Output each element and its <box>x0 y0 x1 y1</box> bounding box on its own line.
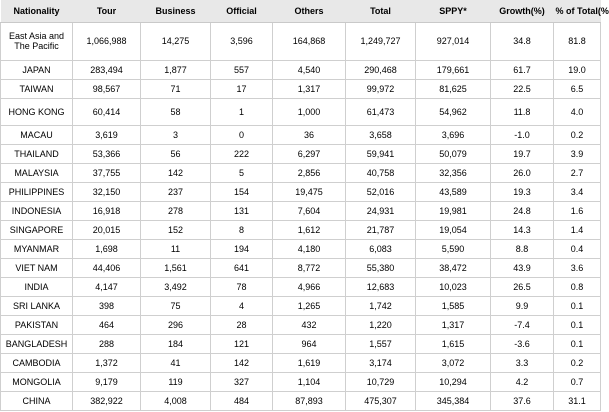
cell-tour: 98,567 <box>73 79 141 98</box>
cell-official: 194 <box>211 239 273 258</box>
cell-nationality: HONG KONG <box>1 98 73 125</box>
table-row <box>1 353 601 372</box>
table-row <box>1 372 601 391</box>
cell-nationality: INDIA <box>1 277 73 296</box>
header-percent-of-total: % of Total(% <box>554 0 601 22</box>
cell-official: 557 <box>211 60 273 79</box>
cell-nationality: MYANMAR <box>1 239 73 258</box>
header-total: Total <box>346 0 416 22</box>
cell-nationality: CAMBODIA <box>1 353 73 372</box>
cell-nationality: East Asia and The Pacific <box>1 22 73 60</box>
cell-percent-of-total: 0.4 <box>554 239 601 258</box>
header-nationality: Nationality <box>1 0 73 22</box>
cell-growth: 19.7 <box>491 144 554 163</box>
cell-tour: 283,494 <box>73 60 141 79</box>
cell-nationality: MONGOLIA <box>1 372 73 391</box>
cell-sppy: 1,585 <box>416 296 491 315</box>
cell-percent-of-total: 31.1 <box>554 391 601 410</box>
cell-others: 1,104 <box>273 372 346 391</box>
cell-nationality: JAPAN <box>1 60 73 79</box>
cell-percent-of-total: 0.2 <box>554 353 601 372</box>
cell-sppy: 345,384 <box>416 391 491 410</box>
cell-business: 4,008 <box>141 391 211 410</box>
cell-official: 142 <box>211 353 273 372</box>
cell-business: 58 <box>141 98 211 125</box>
cell-business: 142 <box>141 163 211 182</box>
header-tour: Tour <box>73 0 141 22</box>
cell-official: 3,596 <box>211 22 273 60</box>
header-business: Business <box>141 0 211 22</box>
cell-tour: 382,922 <box>73 391 141 410</box>
cell-growth: -7.4 <box>491 315 554 334</box>
cell-business: 56 <box>141 144 211 163</box>
cell-total: 99,972 <box>346 79 416 98</box>
cell-others: 36 <box>273 125 346 144</box>
cell-nationality: SRI LANKA <box>1 296 73 315</box>
cell-business: 11 <box>141 239 211 258</box>
table-row <box>1 22 601 60</box>
cell-total: 1,220 <box>346 315 416 334</box>
cell-total: 12,683 <box>346 277 416 296</box>
table-header-row <box>1 0 601 22</box>
cell-business: 14,275 <box>141 22 211 60</box>
cell-official: 222 <box>211 144 273 163</box>
cell-total: 24,931 <box>346 201 416 220</box>
cell-percent-of-total: 1.4 <box>554 220 601 239</box>
cell-total: 3,174 <box>346 353 416 372</box>
cell-nationality: SINGAPORE <box>1 220 73 239</box>
cell-official: 0 <box>211 125 273 144</box>
cell-sppy: 10,023 <box>416 277 491 296</box>
cell-tour: 9,179 <box>73 372 141 391</box>
table-row <box>1 220 601 239</box>
cell-growth: 26.5 <box>491 277 554 296</box>
cell-percent-of-total: 6.5 <box>554 79 601 98</box>
cell-total: 6,083 <box>346 239 416 258</box>
cell-growth: 34.8 <box>491 22 554 60</box>
cell-others: 1,265 <box>273 296 346 315</box>
cell-others: 4,540 <box>273 60 346 79</box>
cell-nationality: MACAU <box>1 125 73 144</box>
cell-growth: 11.8 <box>491 98 554 125</box>
cell-growth: 43.9 <box>491 258 554 277</box>
cell-sppy: 54,962 <box>416 98 491 125</box>
table-row <box>1 144 601 163</box>
cell-percent-of-total: 81.8 <box>554 22 601 60</box>
cell-sppy: 50,079 <box>416 144 491 163</box>
cell-total: 40,758 <box>346 163 416 182</box>
cell-growth: -3.6 <box>491 334 554 353</box>
cell-sppy: 32,356 <box>416 163 491 182</box>
cell-tour: 1,066,988 <box>73 22 141 60</box>
cell-growth: 61.7 <box>491 60 554 79</box>
table-row <box>1 277 601 296</box>
cell-tour: 60,414 <box>73 98 141 125</box>
cell-growth: 22.5 <box>491 79 554 98</box>
cell-nationality: VIET NAM <box>1 258 73 277</box>
cell-tour: 1,698 <box>73 239 141 258</box>
cell-sppy: 3,696 <box>416 125 491 144</box>
table-row <box>1 239 601 258</box>
cell-total: 1,557 <box>346 334 416 353</box>
cell-nationality: INDONESIA <box>1 201 73 220</box>
cell-business: 152 <box>141 220 211 239</box>
cell-others: 8,772 <box>273 258 346 277</box>
cell-total: 61,473 <box>346 98 416 125</box>
cell-official: 78 <box>211 277 273 296</box>
cell-tour: 32,150 <box>73 182 141 201</box>
cell-nationality: CHINA <box>1 391 73 410</box>
cell-official: 484 <box>211 391 273 410</box>
cell-sppy: 43,589 <box>416 182 491 201</box>
table-row <box>1 258 601 277</box>
cell-sppy: 1,615 <box>416 334 491 353</box>
cell-growth: 19.3 <box>491 182 554 201</box>
cell-others: 4,180 <box>273 239 346 258</box>
cell-nationality: TAIWAN <box>1 79 73 98</box>
header-official: Official <box>211 0 273 22</box>
cell-percent-of-total: 1.6 <box>554 201 601 220</box>
cell-nationality: PHILIPPINES <box>1 182 73 201</box>
cell-sppy: 3,072 <box>416 353 491 372</box>
cell-sppy: 19,981 <box>416 201 491 220</box>
cell-percent-of-total: 0.1 <box>554 334 601 353</box>
cell-business: 237 <box>141 182 211 201</box>
cell-total: 3,658 <box>346 125 416 144</box>
cell-total: 55,380 <box>346 258 416 277</box>
cell-official: 28 <box>211 315 273 334</box>
cell-others: 19,475 <box>273 182 346 201</box>
cell-percent-of-total: 0.1 <box>554 315 601 334</box>
table-row <box>1 163 601 182</box>
cell-growth: 4.2 <box>491 372 554 391</box>
cell-growth: -1.0 <box>491 125 554 144</box>
table-row <box>1 315 601 334</box>
cell-percent-of-total: 0.1 <box>554 296 601 315</box>
cell-business: 75 <box>141 296 211 315</box>
cell-business: 119 <box>141 372 211 391</box>
cell-growth: 9.9 <box>491 296 554 315</box>
cell-official: 5 <box>211 163 273 182</box>
table-row <box>1 98 601 125</box>
cell-tour: 37,755 <box>73 163 141 182</box>
cell-others: 1,612 <box>273 220 346 239</box>
cell-others: 164,868 <box>273 22 346 60</box>
cell-nationality: PAKISTAN <box>1 315 73 334</box>
table-row <box>1 182 601 201</box>
cell-sppy: 179,661 <box>416 60 491 79</box>
cell-official: 121 <box>211 334 273 353</box>
cell-others: 1,000 <box>273 98 346 125</box>
header-sppy: SPPY* <box>416 0 491 22</box>
cell-business: 1,877 <box>141 60 211 79</box>
cell-tour: 1,372 <box>73 353 141 372</box>
cell-business: 1,561 <box>141 258 211 277</box>
table-row <box>1 60 601 79</box>
cell-percent-of-total: 3.6 <box>554 258 601 277</box>
header-growth: Growth(%) <box>491 0 554 22</box>
cell-total: 10,729 <box>346 372 416 391</box>
cell-official: 4 <box>211 296 273 315</box>
cell-nationality: MALAYSIA <box>1 163 73 182</box>
cell-others: 432 <box>273 315 346 334</box>
header-others: Others <box>273 0 346 22</box>
table-row <box>1 79 601 98</box>
cell-business: 71 <box>141 79 211 98</box>
table-row <box>1 125 601 144</box>
cell-percent-of-total: 3.4 <box>554 182 601 201</box>
cell-percent-of-total: 4.0 <box>554 98 601 125</box>
cell-sppy: 927,014 <box>416 22 491 60</box>
cell-business: 3,492 <box>141 277 211 296</box>
cell-others: 4,966 <box>273 277 346 296</box>
cell-others: 6,297 <box>273 144 346 163</box>
cell-sppy: 19,054 <box>416 220 491 239</box>
cell-official: 641 <box>211 258 273 277</box>
cell-percent-of-total: 0.8 <box>554 277 601 296</box>
cell-others: 7,604 <box>273 201 346 220</box>
cell-sppy: 81,625 <box>416 79 491 98</box>
cell-tour: 464 <box>73 315 141 334</box>
cell-official: 131 <box>211 201 273 220</box>
cell-others: 964 <box>273 334 346 353</box>
cell-percent-of-total: 0.2 <box>554 125 601 144</box>
cell-nationality: THAILAND <box>1 144 73 163</box>
cell-others: 2,856 <box>273 163 346 182</box>
cell-business: 296 <box>141 315 211 334</box>
cell-others: 1,619 <box>273 353 346 372</box>
table-row <box>1 334 601 353</box>
cell-sppy: 10,294 <box>416 372 491 391</box>
cell-growth: 8.8 <box>491 239 554 258</box>
cell-tour: 398 <box>73 296 141 315</box>
cell-percent-of-total: 0.7 <box>554 372 601 391</box>
table-row <box>1 201 601 220</box>
cell-tour: 44,406 <box>73 258 141 277</box>
cell-percent-of-total: 3.9 <box>554 144 601 163</box>
cell-growth: 3.3 <box>491 353 554 372</box>
cell-official: 8 <box>211 220 273 239</box>
cell-growth: 24.8 <box>491 201 554 220</box>
cell-growth: 37.6 <box>491 391 554 410</box>
cell-nationality: BANGLADESH <box>1 334 73 353</box>
cell-total: 21,787 <box>346 220 416 239</box>
cell-business: 3 <box>141 125 211 144</box>
cell-total: 59,941 <box>346 144 416 163</box>
cell-sppy: 1,317 <box>416 315 491 334</box>
cell-total: 1,249,727 <box>346 22 416 60</box>
cell-sppy: 38,472 <box>416 258 491 277</box>
cell-official: 1 <box>211 98 273 125</box>
cell-business: 278 <box>141 201 211 220</box>
cell-tour: 16,918 <box>73 201 141 220</box>
cell-official: 17 <box>211 79 273 98</box>
cell-growth: 26.0 <box>491 163 554 182</box>
cell-official: 154 <box>211 182 273 201</box>
cell-tour: 20,015 <box>73 220 141 239</box>
cell-growth: 14.3 <box>491 220 554 239</box>
cell-total: 475,307 <box>346 391 416 410</box>
table-row <box>1 391 601 410</box>
cell-others: 1,317 <box>273 79 346 98</box>
cell-official: 327 <box>211 372 273 391</box>
cell-percent-of-total: 19.0 <box>554 60 601 79</box>
cell-business: 41 <box>141 353 211 372</box>
cell-tour: 288 <box>73 334 141 353</box>
cell-percent-of-total: 2.7 <box>554 163 601 182</box>
cell-total: 1,742 <box>346 296 416 315</box>
table-row <box>1 296 601 315</box>
cell-business: 184 <box>141 334 211 353</box>
cell-total: 290,468 <box>346 60 416 79</box>
cell-tour: 53,366 <box>73 144 141 163</box>
cell-others: 87,893 <box>273 391 346 410</box>
cell-tour: 3,619 <box>73 125 141 144</box>
cell-sppy: 5,590 <box>416 239 491 258</box>
cell-total: 52,016 <box>346 182 416 201</box>
cell-tour: 4,147 <box>73 277 141 296</box>
